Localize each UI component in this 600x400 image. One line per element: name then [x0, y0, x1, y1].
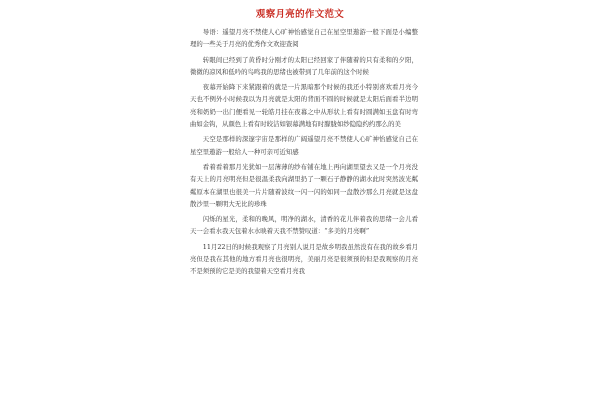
paragraph: 看着看着那月光犹如一层薄薄的纱布铺在地上再向湖里望去又是一个月亮没有天上的月亮明亮但是很温柔我向湖里扔了一颗石子静静的湖水此时突然波光粼粼原本在湖里也很美一片片随着波纹一闪一闪的如同一盘散沙那么月亮就是这盘散沙里一颗明大无比的珍珠 [190, 162, 418, 208]
paragraph: 夜幕开始降下来紧跟着的就是一片黑暗那个时候的我还小特别喜欢看月亮今天也不例外小时候我以为月亮就是太阳的背面不圆的时候就是太阳后面看半边明亮和奶奶一出门便看见一轮皓月挂在夜幕之中从形状上看有时圆满如玉盘有时弯曲如金钩，从颜色上看有时皎洁如银幕满地有时朦胧如纱隐隐约约那么的美 [190, 83, 418, 129]
paragraph: 天空是那样的深邃宇宙是那样的广阔遥望月亮不禁使人心旷神怡感觉自己在星空里遨游一般给人一种可亲可近知感 [190, 135, 418, 156]
paragraph: 11月22日的时候我观察了月亮别人说月是故乡明我虽然没有在我的故乡看月亮但是我在其他的地方看月亮也很明亮，美丽月亮是很须预的但是我观察的月亮不是须预的它是美的我望着天空看月亮我 [190, 242, 418, 276]
paragraph: 闪烁的星光，柔和的晚风，明净的湖水，清香的花儿伴着我的思绪一会儿看天一会看水我天包着水水映着天我不禁赞叹道：“多美的月亮啊” [190, 215, 418, 236]
document-title: 观察月亮的作文范文 [255, 9, 345, 20]
paragraph: 转眼间已经到了黄昏时分刚才的太阳已经回家了伴随着的只有柔和的夕阳，微微的凉风和低吟的鸟鸣我的思绪也被带到了几年前的这个时候 [190, 55, 418, 76]
paragraph-intro: 导语：遥望月亮不禁使人心旷神怡感觉自己在星空里遨游一般下面是小编整理的一些关于月亮的优秀作文欢迎查阅 [190, 28, 418, 49]
document-body [190, 26, 418, 281]
